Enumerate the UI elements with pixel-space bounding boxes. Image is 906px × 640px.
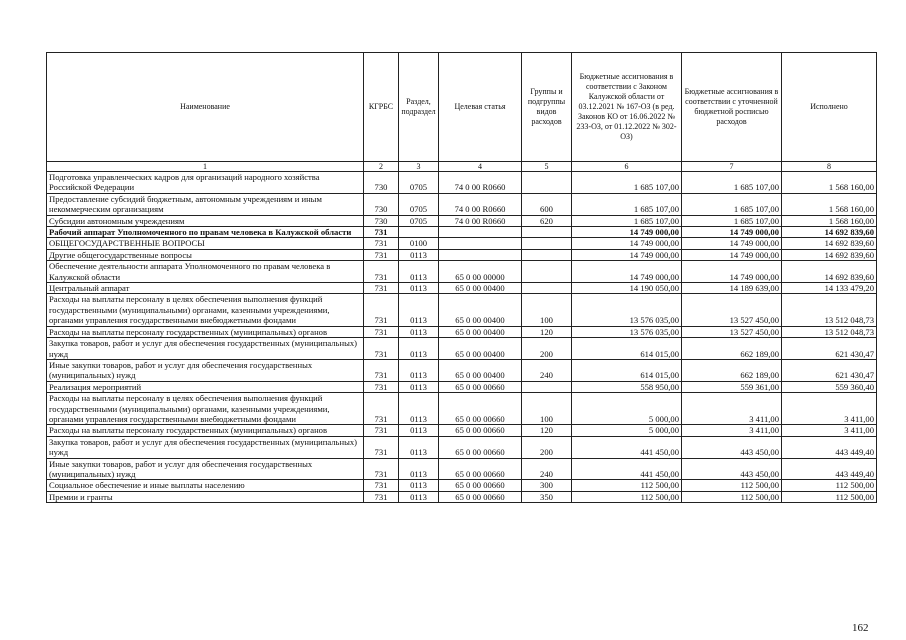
row-target: 74 0 00 R0660	[439, 215, 522, 226]
row-budget-law: 14 190 050,00	[572, 283, 682, 294]
row-section: 0113	[399, 436, 439, 458]
row-budget-roster: 443 450,00	[682, 436, 782, 458]
column-number-row	[47, 162, 877, 172]
column-number: 6	[572, 162, 682, 172]
row-target: 65 0 00 00660	[439, 491, 522, 502]
table-row	[47, 491, 877, 502]
row-budget-roster: 3 411,00	[682, 425, 782, 436]
row-target: 65 0 00 00400	[439, 326, 522, 337]
row-budget-law: 14 749 000,00	[572, 227, 682, 238]
row-group: 600	[522, 193, 572, 215]
header-executed: Исполнено	[782, 53, 877, 162]
row-budget-law: 1 685 107,00	[572, 193, 682, 215]
row-executed: 3 411,00	[782, 393, 877, 425]
table-row	[47, 227, 877, 238]
row-name: Иные закупки товаров, работ и услуг для обеспечения государственных (муниципальных) нужд	[47, 359, 364, 381]
row-name: Предоставление субсидий бюджетным, автономным учреждениям и иным некоммерческим организациям	[47, 193, 364, 215]
row-target: 65 0 00 00660	[439, 436, 522, 458]
row-budget-roster: 662 189,00	[682, 359, 782, 381]
row-budget-roster: 14 749 000,00	[682, 238, 782, 249]
header-name: Наименование	[47, 53, 364, 162]
row-group	[522, 227, 572, 238]
row-executed: 443 449,40	[782, 458, 877, 480]
row-group: 620	[522, 215, 572, 226]
row-group: 200	[522, 338, 572, 360]
row-section: 0113	[399, 283, 439, 294]
row-executed: 14 692 839,60	[782, 249, 877, 260]
row-name: Иные закупки товаров, работ и услуг для обеспечения государственных (муниципальных) нужд	[47, 458, 364, 480]
row-budget-law: 1 685 107,00	[572, 172, 682, 194]
row-executed: 112 500,00	[782, 480, 877, 491]
row-section: 0113	[399, 480, 439, 491]
row-group	[522, 238, 572, 249]
row-section: 0705	[399, 215, 439, 226]
row-name: Расходы на выплаты персоналу государственных (муниципальных) органов	[47, 326, 364, 337]
row-name: Другие общегосударственные вопросы	[47, 249, 364, 260]
row-name: ОБЩЕГОСУДАРСТВЕННЫЕ ВОПРОСЫ	[47, 238, 364, 249]
table-row	[47, 261, 877, 283]
row-section	[399, 227, 439, 238]
row-group	[522, 261, 572, 283]
row-kgrbs: 731	[364, 359, 399, 381]
table-row	[47, 338, 877, 360]
row-group: 240	[522, 359, 572, 381]
row-name: Закупка товаров, работ и услуг для обеспечения государственных (муниципальных) нужд	[47, 436, 364, 458]
row-group: 120	[522, 425, 572, 436]
row-kgrbs: 730	[364, 193, 399, 215]
row-kgrbs: 731	[364, 227, 399, 238]
row-budget-roster: 112 500,00	[682, 480, 782, 491]
row-budget-law: 441 450,00	[572, 458, 682, 480]
row-group	[522, 249, 572, 260]
row-executed: 3 411,00	[782, 425, 877, 436]
row-kgrbs: 730	[364, 172, 399, 194]
table-row	[47, 381, 877, 392]
row-name: Центральный аппарат	[47, 283, 364, 294]
row-executed: 559 360,40	[782, 381, 877, 392]
row-target: 74 0 00 R0660	[439, 193, 522, 215]
header-section: Раздел, подраздел	[399, 53, 439, 162]
row-budget-roster: 14 749 000,00	[682, 261, 782, 283]
row-target: 65 0 00 00660	[439, 381, 522, 392]
table-row	[47, 283, 877, 294]
row-executed: 14 133 479,20	[782, 283, 877, 294]
row-section: 0113	[399, 425, 439, 436]
row-budget-law: 5 000,00	[572, 425, 682, 436]
row-group: 240	[522, 458, 572, 480]
row-target: 65 0 00 00660	[439, 480, 522, 491]
row-executed: 1 568 160,00	[782, 193, 877, 215]
row-section: 0113	[399, 326, 439, 337]
row-kgrbs: 731	[364, 326, 399, 337]
row-budget-roster: 3 411,00	[682, 393, 782, 425]
table-row	[47, 393, 877, 425]
row-budget-law: 441 450,00	[572, 436, 682, 458]
row-name: Расходы на выплаты персоналу государственных (муниципальных) органов	[47, 425, 364, 436]
row-budget-law: 14 749 000,00	[572, 238, 682, 249]
row-section: 0113	[399, 338, 439, 360]
row-budget-roster: 443 450,00	[682, 458, 782, 480]
row-kgrbs: 731	[364, 283, 399, 294]
row-executed: 112 500,00	[782, 491, 877, 502]
row-name: Обеспечение деятельности аппарата Уполномоченного по правам человека в Калужской области	[47, 261, 364, 283]
row-name: Подготовка управленческих кадров для организаций народного хозяйства Российской Федерации	[47, 172, 364, 194]
row-budget-law: 13 576 035,00	[572, 326, 682, 337]
row-section: 0705	[399, 193, 439, 215]
row-target: 65 0 00 00660	[439, 425, 522, 436]
row-name: Субсидии автономным учреждениям	[47, 215, 364, 226]
row-group: 350	[522, 491, 572, 502]
row-section: 0100	[399, 238, 439, 249]
column-number: 5	[522, 162, 572, 172]
row-budget-law: 5 000,00	[572, 393, 682, 425]
header-budget-law: Бюджетные ассигнования в соответствии с Законом Калужской области от 03.12.2021 № 167-ОЗ (в ред. Законов КО от 16.06.2022 № 233-ОЗ, от 01.12.2022 № 302-ОЗ)	[572, 53, 682, 162]
row-budget-law: 14 749 000,00	[572, 261, 682, 283]
row-budget-roster: 1 685 107,00	[682, 215, 782, 226]
row-group: 100	[522, 393, 572, 425]
row-name: Расходы на выплаты персоналу в целях обеспечения выполнения функций государственными (муниципальными) органами, казенными учреждениями, органами управления государственными внебюджетными фондами	[47, 393, 364, 425]
header-group: Группы и подгруппы видов расходов	[522, 53, 572, 162]
row-kgrbs: 731	[364, 491, 399, 502]
row-kgrbs: 731	[364, 249, 399, 260]
row-executed: 13 512 048,73	[782, 294, 877, 326]
row-group: 300	[522, 480, 572, 491]
row-name: Расходы на выплаты персоналу в целях обеспечения выполнения функций государственными (муниципальными) органами, казенными учреждениями, органами управления государственными внебюджетными фондами	[47, 294, 364, 326]
row-group: 200	[522, 436, 572, 458]
table-body	[47, 172, 877, 503]
row-kgrbs: 730	[364, 215, 399, 226]
column-number: 8	[782, 162, 877, 172]
row-executed: 621 430,47	[782, 338, 877, 360]
row-budget-roster: 1 685 107,00	[682, 193, 782, 215]
row-budget-law: 14 749 000,00	[572, 249, 682, 260]
row-kgrbs: 731	[364, 436, 399, 458]
row-name: Рабочий аппарат Уполномоченного по правам человека в Калужской области	[47, 227, 364, 238]
row-section: 0113	[399, 458, 439, 480]
row-kgrbs: 731	[364, 294, 399, 326]
row-budget-law: 13 576 035,00	[572, 294, 682, 326]
row-kgrbs: 731	[364, 338, 399, 360]
row-group: 100	[522, 294, 572, 326]
row-budget-law: 112 500,00	[572, 480, 682, 491]
column-number: 7	[682, 162, 782, 172]
row-group	[522, 381, 572, 392]
row-section: 0113	[399, 491, 439, 502]
row-section: 0705	[399, 172, 439, 194]
row-name: Социальное обеспечение и иные выплаты населению	[47, 480, 364, 491]
table-row	[47, 172, 877, 194]
row-target: 65 0 00 00660	[439, 458, 522, 480]
row-kgrbs: 731	[364, 480, 399, 491]
row-budget-law: 112 500,00	[572, 491, 682, 502]
row-budget-roster: 559 361,00	[682, 381, 782, 392]
row-section: 0113	[399, 381, 439, 392]
row-group: 120	[522, 326, 572, 337]
row-budget-roster: 13 527 450,00	[682, 294, 782, 326]
row-budget-roster: 1 685 107,00	[682, 172, 782, 194]
row-executed: 13 512 048,73	[782, 326, 877, 337]
row-kgrbs: 731	[364, 381, 399, 392]
row-executed: 14 692 839,60	[782, 238, 877, 249]
table-row	[47, 249, 877, 260]
row-target: 65 0 00 00400	[439, 338, 522, 360]
row-budget-law: 614 015,00	[572, 359, 682, 381]
row-executed: 14 692 839,60	[782, 227, 877, 238]
table-row	[47, 436, 877, 458]
row-kgrbs: 731	[364, 238, 399, 249]
row-name: Реализация мероприятий	[47, 381, 364, 392]
row-name: Премии и гранты	[47, 491, 364, 502]
row-section: 0113	[399, 359, 439, 381]
row-target	[439, 238, 522, 249]
row-target: 74 0 00 R0660	[439, 172, 522, 194]
column-number: 3	[399, 162, 439, 172]
header-kgrbs: КГРБС	[364, 53, 399, 162]
row-kgrbs: 731	[364, 261, 399, 283]
row-name: Закупка товаров, работ и услуг для обеспечения государственных (муниципальных) нужд	[47, 338, 364, 360]
row-section: 0113	[399, 261, 439, 283]
row-budget-roster: 14 749 000,00	[682, 227, 782, 238]
row-budget-roster: 14 749 000,00	[682, 249, 782, 260]
row-kgrbs: 731	[364, 425, 399, 436]
table-row	[47, 238, 877, 249]
row-budget-roster: 112 500,00	[682, 491, 782, 502]
budget-table	[46, 52, 877, 503]
table-row	[47, 294, 877, 326]
row-target: 65 0 00 00400	[439, 294, 522, 326]
row-kgrbs: 731	[364, 393, 399, 425]
row-budget-roster: 662 189,00	[682, 338, 782, 360]
row-target: 65 0 00 00400	[439, 283, 522, 294]
row-budget-roster: 13 527 450,00	[682, 326, 782, 337]
row-target	[439, 227, 522, 238]
table-row	[47, 458, 877, 480]
row-executed: 1 568 160,00	[782, 172, 877, 194]
row-section: 0113	[399, 294, 439, 326]
row-section: 0113	[399, 249, 439, 260]
column-number: 1	[47, 162, 364, 172]
column-number: 4	[439, 162, 522, 172]
table-row	[47, 215, 877, 226]
page-number: 162	[852, 622, 869, 634]
row-target: 65 0 00 00000	[439, 261, 522, 283]
row-section: 0113	[399, 393, 439, 425]
column-number: 2	[364, 162, 399, 172]
table-row	[47, 425, 877, 436]
row-executed: 14 692 839,60	[782, 261, 877, 283]
row-kgrbs: 731	[364, 458, 399, 480]
header-row	[47, 53, 877, 162]
row-target: 65 0 00 00400	[439, 359, 522, 381]
table-row	[47, 480, 877, 491]
budget-document	[46, 52, 876, 503]
table-row	[47, 193, 877, 215]
row-budget-law: 1 685 107,00	[572, 215, 682, 226]
row-group	[522, 283, 572, 294]
row-group	[522, 172, 572, 194]
row-executed: 443 449,40	[782, 436, 877, 458]
row-budget-roster: 14 189 639,00	[682, 283, 782, 294]
table-row	[47, 326, 877, 337]
row-executed: 1 568 160,00	[782, 215, 877, 226]
header-target: Целевая статья	[439, 53, 522, 162]
row-budget-law: 614 015,00	[572, 338, 682, 360]
table-row	[47, 359, 877, 381]
row-target: 65 0 00 00660	[439, 393, 522, 425]
row-executed: 621 430,47	[782, 359, 877, 381]
row-budget-law: 558 950,00	[572, 381, 682, 392]
header-budget-roster: Бюджетные ассигнования в соответствии с уточненной бюджетной росписью расходов	[682, 53, 782, 162]
row-target	[439, 249, 522, 260]
